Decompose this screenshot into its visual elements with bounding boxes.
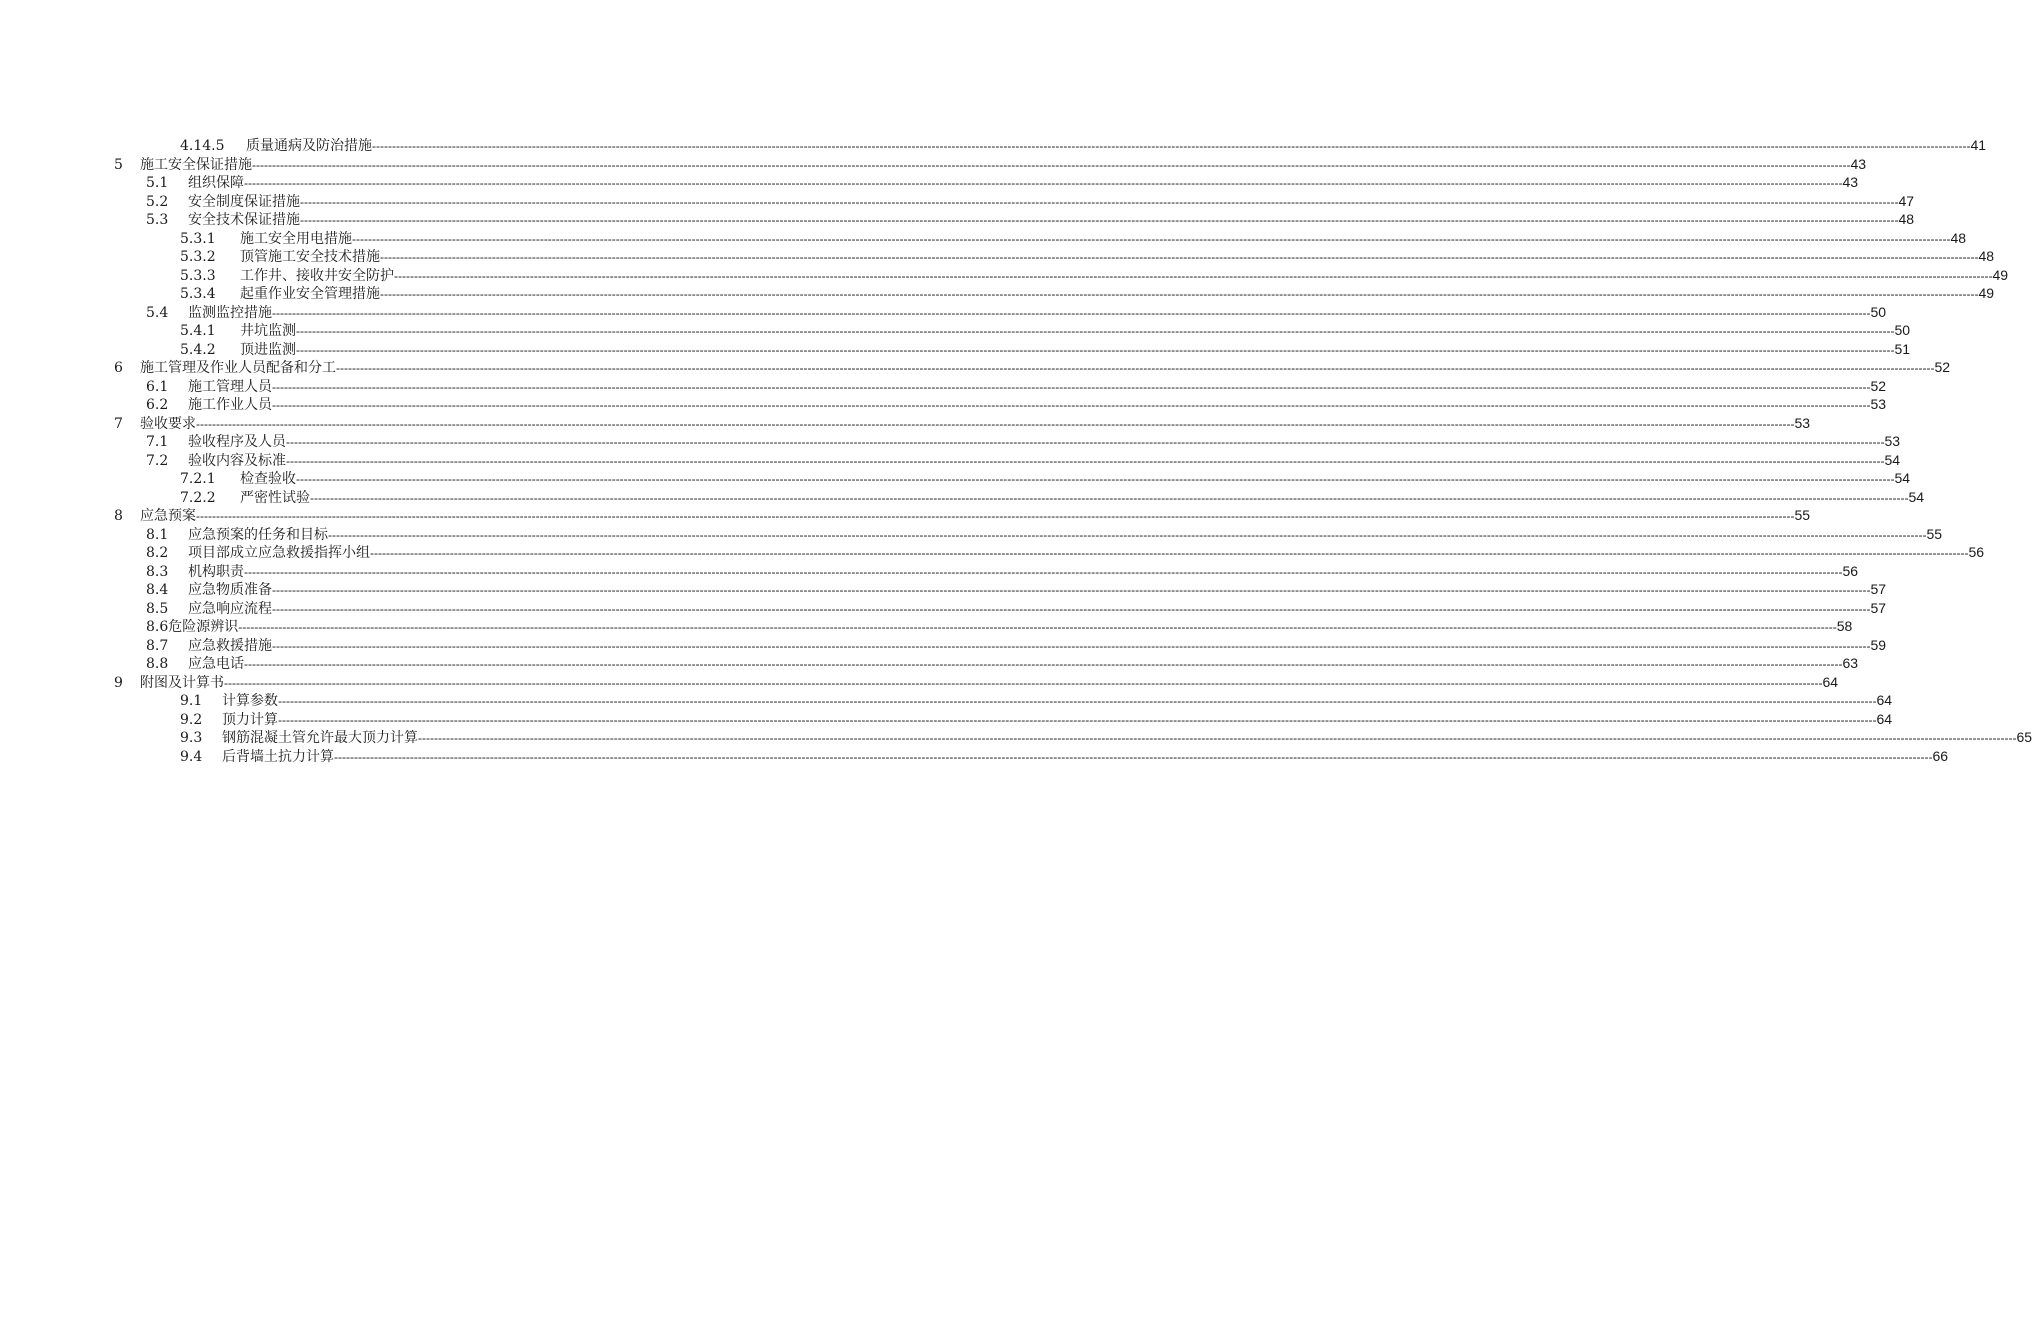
toc-entry[interactable]	[0, 173, 1859, 192]
toc-entry-page-number: 53	[1794, 414, 1811, 431]
toc-dot-leader: ----------------------------------------------------------------------------------------------------------------------------------------------------------------------------------------------------------------------------------------------------------------------------------------------------------------------------------------------------------------------------------------------------------------	[224, 675, 1823, 690]
toc-entry-page-number: 49	[1992, 266, 2009, 283]
toc-dot-leader: ----------------------------------------------------------------------------------------------------------------------------------------------------------------------------------------------------------------------------------------------------------------------------------------------------------------------------------------------------------------------------------------------------------------	[394, 268, 1993, 283]
toc-entry[interactable]	[0, 192, 1915, 211]
toc-entry-page-number: 57	[1870, 581, 1887, 597]
toc-dot-leader: ----------------------------------------------------------------------------------------------------------------------------------------------------------------------------------------------------------------------------------------------------------------------------------------------------------------------------------------------------------------------------------------------------------------	[244, 176, 1843, 190]
toc-entry-number: 8.2	[146, 545, 169, 561]
toc-entry-title: 项目部成立应急救援指挥小组	[188, 545, 370, 561]
toc-dot-leader: ----------------------------------------------------------------------------------------------------------------------------------------------------------------------------------------------------------------------------------------------------------------------------------------------------------------------------------------------------------------------------------------------------------------	[336, 361, 1935, 375]
toc-dot-leader: ----------------------------------------------------------------------------------------------------------------------------------------------------------------------------------------------------------------------------------------------------------------------------------------------------------------------------------------------------------------------------------------------------------------	[310, 490, 1909, 505]
toc-entry-title: 组织保障	[188, 175, 244, 191]
toc-entry-number: 4.14.5	[180, 138, 225, 154]
toc-dot-leader: ----------------------------------------------------------------------------------------------------------------------------------------------------------------------------------------------------------------------------------------------------------------------------------------------------------------------------------------------------------------------------------------------------------------	[196, 416, 1795, 431]
toc-entry-number: 9.2	[180, 711, 203, 728]
toc-dot-leader: ----------------------------------------------------------------------------------------------------------------------------------------------------------------------------------------------------------------------------------------------------------------------------------------------------------------------------------------------------------------------------------------------------------------	[380, 250, 1979, 264]
toc-entry-title: 验收要求	[140, 415, 196, 432]
toc-entry-page-number: 64	[1876, 710, 1893, 727]
toc-entry-number: 5.3.2	[180, 249, 216, 265]
toc-entry-number: 5.2	[146, 193, 169, 210]
toc-entry-number: 8.8	[146, 656, 169, 672]
toc-entry-title: 施工安全用电措施	[240, 230, 352, 247]
toc-dot-leader: ----------------------------------------------------------------------------------------------------------------------------------------------------------------------------------------------------------------------------------------------------------------------------------------------------------------------------------------------------------------------------------------------------------------	[370, 546, 1969, 560]
toc-entry-number: 5.4.2	[180, 341, 216, 358]
toc-entry[interactable]	[0, 136, 1987, 155]
toc-dot-leader: ----------------------------------------------------------------------------------------------------------------------------------------------------------------------------------------------------------------------------------------------------------------------------------------------------------------------------------------------------------------------------------------------------------------	[372, 139, 1971, 153]
toc-dot-leader: ----------------------------------------------------------------------------------------------------------------------------------------------------------------------------------------------------------------------------------------------------------------------------------------------------------------------------------------------------------------------------------------------------------------	[296, 342, 1895, 357]
toc-entry-page-number: 64	[1822, 673, 1839, 690]
toc-dot-leader: ----------------------------------------------------------------------------------------------------------------------------------------------------------------------------------------------------------------------------------------------------------------------------------------------------------------------------------------------------------------------------------------------------------------	[334, 749, 1933, 764]
toc-entry-number: 8.4	[146, 582, 169, 598]
toc-entry-title: 严密性试验	[240, 489, 310, 506]
toc-entry-number: 5.3.1	[180, 230, 216, 247]
toc-dot-leader: ----------------------------------------------------------------------------------------------------------------------------------------------------------------------------------------------------------------------------------------------------------------------------------------------------------------------------------------------------------------------------------------------------------------	[272, 638, 1871, 653]
toc-entry-number: 7	[114, 415, 123, 432]
toc-dot-leader: ----------------------------------------------------------------------------------------------------------------------------------------------------------------------------------------------------------------------------------------------------------------------------------------------------------------------------------------------------------------------------------------------------------------	[278, 694, 1877, 708]
toc-entry-page-number: 64	[1876, 692, 1893, 708]
toc-entry-number: 5	[114, 156, 123, 173]
toc-entry-title: 顶进监测	[240, 341, 296, 358]
toc-entry-number: 7.2.2	[180, 489, 216, 506]
toc-entry-page-number: 65	[2016, 729, 2032, 745]
toc-entry-number: 7.2.1	[180, 471, 216, 487]
toc-entry-number: 9.1	[180, 693, 203, 709]
toc-entry-number: 7.1	[146, 434, 169, 450]
toc-entry-page-number: 53	[1870, 396, 1887, 412]
toc-entry-title: 施工管理及作业人员配备和分工	[140, 360, 336, 376]
toc-entry-title: 顶力计算	[222, 711, 278, 728]
toc-entry[interactable]	[0, 358, 1951, 377]
toc-entry-number: 5.4.1	[180, 323, 216, 339]
toc-entry-title: 顶管施工安全技术措施	[240, 249, 380, 265]
toc-entry-number: 8.5	[146, 600, 169, 617]
toc-entry[interactable]	[0, 377, 1887, 396]
toc-dot-leader: ----------------------------------------------------------------------------------------------------------------------------------------------------------------------------------------------------------------------------------------------------------------------------------------------------------------------------------------------------------------------------------------------------------------	[272, 601, 1871, 616]
toc-entry-page-number: 52	[1934, 359, 1951, 375]
toc-dot-leader: ----------------------------------------------------------------------------------------------------------------------------------------------------------------------------------------------------------------------------------------------------------------------------------------------------------------------------------------------------------------------------------------------------------------	[418, 731, 2017, 745]
toc-entry-page-number: 55	[1794, 507, 1811, 523]
toc-entry-number: 9.3	[180, 730, 203, 746]
toc-entry-number: 5.4	[146, 304, 169, 321]
toc-entry-title: 质量通病及防治措施	[246, 138, 372, 154]
toc-entry-number: 9.4	[180, 748, 203, 765]
toc-entry-number: 8.7	[146, 637, 169, 654]
toc-entry-title: 安全制度保证措施	[188, 193, 300, 210]
toc-dot-leader: ----------------------------------------------------------------------------------------------------------------------------------------------------------------------------------------------------------------------------------------------------------------------------------------------------------------------------------------------------------------------------------------------------------------	[196, 509, 1795, 523]
toc-entry[interactable]	[0, 229, 1967, 248]
toc-entry-page-number: 56	[1842, 562, 1859, 579]
toc-entry[interactable]	[0, 469, 1911, 488]
toc-entry[interactable]	[0, 321, 1911, 340]
toc-entry[interactable]	[0, 432, 1901, 451]
toc-dot-leader: ----------------------------------------------------------------------------------------------------------------------------------------------------------------------------------------------------------------------------------------------------------------------------------------------------------------------------------------------------------------------------------------------------------------	[300, 194, 1899, 209]
toc-entry[interactable]	[0, 599, 1887, 618]
toc-dot-leader: ----------------------------------------------------------------------------------------------------------------------------------------------------------------------------------------------------------------------------------------------------------------------------------------------------------------------------------------------------------------------------------------------------------------	[296, 324, 1895, 338]
toc-entry[interactable]	[0, 395, 1887, 414]
toc-entry-title: 安全技术保证措施	[188, 212, 300, 228]
toc-entry[interactable]	[0, 414, 1811, 433]
toc-entry-page-number: 43	[1850, 155, 1867, 172]
toc-entry[interactable]	[0, 451, 1901, 470]
toc-entry-page-number: 63	[1842, 655, 1859, 671]
toc-dot-leader: ----------------------------------------------------------------------------------------------------------------------------------------------------------------------------------------------------------------------------------------------------------------------------------------------------------------------------------------------------------------------------------------------------------------	[296, 472, 1895, 486]
toc-entry-title: 监测监控措施	[188, 304, 272, 321]
toc-entry[interactable]	[0, 155, 1867, 174]
toc-entry-page-number: 41	[1970, 137, 1987, 153]
toc-entry-number: 8.6	[146, 619, 169, 635]
toc-entry[interactable]	[0, 525, 1943, 544]
toc-entry-page-number: 52	[1870, 377, 1887, 394]
toc-entry-title: 施工管理人员	[188, 378, 272, 395]
toc-dot-leader: ----------------------------------------------------------------------------------------------------------------------------------------------------------------------------------------------------------------------------------------------------------------------------------------------------------------------------------------------------------------------------------------------------------------	[272, 583, 1871, 597]
toc-entry-title: 施工作业人员	[188, 397, 272, 413]
toc-entry-number: 9	[114, 674, 123, 691]
toc-dot-leader: ----------------------------------------------------------------------------------------------------------------------------------------------------------------------------------------------------------------------------------------------------------------------------------------------------------------------------------------------------------------------------------------------------------------	[272, 398, 1871, 412]
toc-entry-page-number: 48	[1950, 229, 1967, 246]
toc-entry-title: 应急物质准备	[188, 582, 272, 598]
toc-entry-page-number: 50	[1894, 322, 1911, 338]
toc-entry-title: 应急电话	[188, 656, 244, 672]
toc-entry-number: 6	[114, 360, 123, 376]
toc-entry-page-number: 57	[1870, 599, 1887, 616]
toc-entry[interactable]	[0, 617, 1853, 636]
toc-entry[interactable]	[0, 488, 1925, 507]
toc-dot-leader: ----------------------------------------------------------------------------------------------------------------------------------------------------------------------------------------------------------------------------------------------------------------------------------------------------------------------------------------------------------------------------------------------------------------	[352, 231, 1951, 246]
toc-dot-leader: ----------------------------------------------------------------------------------------------------------------------------------------------------------------------------------------------------------------------------------------------------------------------------------------------------------------------------------------------------------------------------------------------------------------	[286, 435, 1885, 449]
toc-entry-number: 6.2	[146, 397, 169, 413]
toc-entry-title: 附图及计算书	[140, 674, 224, 691]
toc-dot-leader: ----------------------------------------------------------------------------------------------------------------------------------------------------------------------------------------------------------------------------------------------------------------------------------------------------------------------------------------------------------------------------------------------------------------	[252, 157, 1851, 172]
toc-entry[interactable]	[0, 673, 1839, 692]
toc-dot-leader: ----------------------------------------------------------------------------------------------------------------------------------------------------------------------------------------------------------------------------------------------------------------------------------------------------------------------------------------------------------------------------------------------------------------	[272, 305, 1871, 320]
toc-entry[interactable]	[0, 340, 1911, 359]
toc-entry-page-number: 58	[1836, 618, 1853, 634]
toc-entry-title: 应急预案	[140, 508, 196, 524]
toc-entry-number: 5.3.3	[180, 267, 216, 284]
toc-dot-leader: ----------------------------------------------------------------------------------------------------------------------------------------------------------------------------------------------------------------------------------------------------------------------------------------------------------------------------------------------------------------------------------------------------------------	[244, 657, 1843, 671]
toc-entry-page-number: 66	[1932, 747, 1949, 764]
toc-entry-title: 机构职责	[188, 563, 244, 580]
toc-entry-page-number: 51	[1894, 340, 1911, 357]
toc-entry-page-number: 49	[1978, 285, 1995, 301]
toc-entry-number: 5.1	[146, 175, 169, 191]
toc-entry-title: 后背墙土抗力计算	[222, 748, 334, 765]
toc-entry-number: 7.2	[146, 452, 169, 469]
toc-entry-title: 应急救援措施	[188, 637, 272, 654]
toc-entry[interactable]	[0, 691, 1893, 710]
toc-entry[interactable]	[0, 562, 1859, 581]
toc-entry-number: 5.3	[146, 212, 169, 228]
toc-entry-title: 应急预案的任务和目标	[188, 526, 328, 543]
toc-dot-leader: ----------------------------------------------------------------------------------------------------------------------------------------------------------------------------------------------------------------------------------------------------------------------------------------------------------------------------------------------------------------------------------------------------------------	[300, 213, 1899, 227]
toc-entry-page-number: 53	[1884, 433, 1901, 449]
toc-entry[interactable]	[0, 543, 1985, 562]
toc-dot-leader: ----------------------------------------------------------------------------------------------------------------------------------------------------------------------------------------------------------------------------------------------------------------------------------------------------------------------------------------------------------------------------------------------------------------	[286, 453, 1885, 468]
toc-entry[interactable]	[0, 728, 2032, 747]
toc-entry-page-number: 48	[1978, 248, 1995, 264]
toc-entry[interactable]	[0, 266, 2009, 285]
toc-entry-page-number: 56	[1968, 544, 1985, 560]
toc-entry-title: 钢筋混凝土管允许最大顶力计算	[222, 730, 418, 746]
toc-entry-number: 6.1	[146, 378, 169, 395]
toc-entry[interactable]	[0, 284, 1995, 303]
table-of-contents	[0, 136, 2032, 765]
toc-entry-title: 计算参数	[222, 693, 278, 709]
toc-entry[interactable]	[0, 654, 1859, 673]
toc-entry-title: 工作井、接收井安全防护	[240, 267, 394, 284]
toc-dot-leader: ----------------------------------------------------------------------------------------------------------------------------------------------------------------------------------------------------------------------------------------------------------------------------------------------------------------------------------------------------------------------------------------------------------------	[244, 564, 1843, 579]
toc-entry[interactable]	[0, 506, 1811, 525]
toc-entry-number: 8	[114, 508, 123, 524]
toc-entry-title: 施工安全保证措施	[140, 156, 252, 173]
toc-entry-title: 井坑监测	[240, 323, 296, 339]
toc-entry-page-number: 54	[1884, 451, 1901, 468]
toc-dot-leader: ----------------------------------------------------------------------------------------------------------------------------------------------------------------------------------------------------------------------------------------------------------------------------------------------------------------------------------------------------------------------------------------------------------------	[380, 287, 1979, 301]
toc-entry-page-number: 59	[1870, 636, 1887, 653]
toc-entry[interactable]	[0, 636, 1887, 655]
toc-entry-page-number: 48	[1898, 211, 1915, 227]
toc-entry[interactable]	[0, 303, 1887, 322]
toc-dot-leader: ----------------------------------------------------------------------------------------------------------------------------------------------------------------------------------------------------------------------------------------------------------------------------------------------------------------------------------------------------------------------------------------------------------------	[238, 620, 1837, 634]
toc-entry-page-number: 54	[1908, 488, 1925, 505]
toc-entry-number: 5.3.4	[180, 286, 216, 302]
toc-entry[interactable]	[0, 710, 1893, 729]
toc-entry-page-number: 43	[1842, 174, 1859, 190]
toc-entry-title: 应急响应流程	[188, 600, 272, 617]
toc-dot-leader: ----------------------------------------------------------------------------------------------------------------------------------------------------------------------------------------------------------------------------------------------------------------------------------------------------------------------------------------------------------------------------------------------------------------	[278, 712, 1877, 727]
toc-entry-title: 检查验收	[240, 471, 296, 487]
toc-entry-number: 8.1	[146, 526, 169, 543]
toc-entry-page-number: 47	[1898, 192, 1915, 209]
toc-entry-page-number: 54	[1894, 470, 1911, 486]
toc-entry[interactable]	[0, 747, 1949, 766]
toc-dot-leader: ----------------------------------------------------------------------------------------------------------------------------------------------------------------------------------------------------------------------------------------------------------------------------------------------------------------------------------------------------------------------------------------------------------------	[328, 527, 1927, 542]
toc-entry[interactable]	[0, 247, 1995, 266]
toc-entry-page-number: 55	[1926, 525, 1943, 542]
toc-entry[interactable]	[0, 580, 1887, 599]
toc-dot-leader: ----------------------------------------------------------------------------------------------------------------------------------------------------------------------------------------------------------------------------------------------------------------------------------------------------------------------------------------------------------------------------------------------------------------	[272, 379, 1871, 394]
toc-entry-title: 危险源辨识	[168, 619, 239, 635]
toc-entry-title: 验收程序及人员	[188, 434, 286, 450]
toc-entry-title: 起重作业安全管理措施	[240, 286, 380, 302]
toc-entry[interactable]	[0, 210, 1915, 229]
toc-entry-page-number: 50	[1870, 303, 1887, 320]
toc-entry-number: 8.3	[146, 563, 169, 580]
toc-entry-title: 验收内容及标准	[188, 452, 286, 469]
